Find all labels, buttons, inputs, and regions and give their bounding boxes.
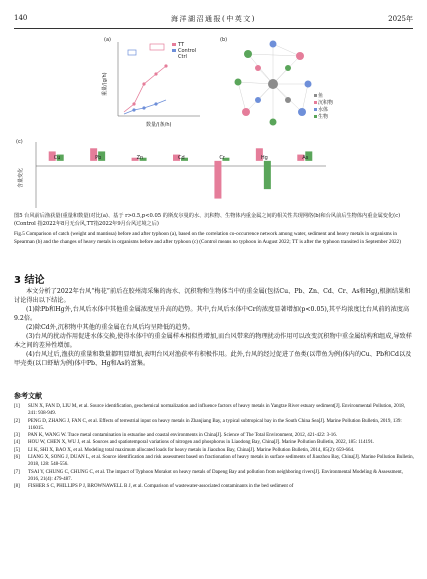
network-edge [238,82,246,112]
reference-text: SUN X, FAN D, LIU M, et al. Source identification, geochemical normalization and influence factors of heavy metals in Yangtze River estuary sediment[J]. Environmental Pollution, 2018, 241: 938-949. [28,404,406,417]
reference-number: [5] [14,447,20,453]
reference-item [14,483,414,490]
reference-number: [4] [14,440,20,446]
figure-panel-c [14,136,330,210]
reference-number: [6] [14,455,20,461]
network-node [296,52,304,60]
network-node [270,119,277,126]
reference-item [14,469,414,484]
legend-item-tt: TT [178,42,185,48]
network-node [242,108,250,116]
reference-text: LIANG X, SONG J, DUAN L, et al. Source identification and risk assessment based on fractionation of heavy metals in surface sediments of Jiaozhou Bay, China[J]. Marine Pollution Bulletin, 2018, 128: 548-556. [28,455,414,468]
reference-item [14,454,414,469]
legend-swatch-biota [314,115,317,118]
paragraph-1: 本文分析了2022年台风“梅花”前后在胶州湾采集的海水、沉积物和生物体当中的重金属(包括Cu、Pb、Zn、Cd、Cr、As和Hg),根据结果和讨论得出以下结论。 [14,288,411,304]
x-tick-label: Cr [219,154,225,161]
reference-text: HOU W, CHEN X, WU J, et al. Sources and spatiotemporal variations of nitrogen and phosphorus in Liaodong Bay, China[J]. Marine Pollution Bulletin, 2022, 185: 114191. [28,440,375,446]
journal-title: 海洋湖沼通报(中英文) [171,15,256,23]
figure-caption-zh: 图5 台风前后渔获量(重量和数量)对比(a)、基于 r>0.5,p<0.05 的斯皮尔曼的水、沉积物、生物体内重金属之间的相关性共现网络(b)和台风前后生物体内重金属变化(c)(Control 指2022年8月无台风,TT指2022年9月台风过境之后) [14,213,401,227]
network-node [235,79,242,86]
x-tick-label: Cd [178,154,185,161]
reference-text: PAN K, WANG W. Trace metal contamination in estuarine and coastal environments in China[J]. Science of The Total Environment, 2012, 421-422: 3-16. [28,433,337,439]
x-tick-label: As [302,154,309,161]
figure-panel-b [218,34,334,134]
figure-panel-a [100,34,210,130]
series-tt-line [124,66,166,112]
legend-item-control: Control [178,48,197,54]
legend-swatch-sediment [314,101,317,104]
network-node [255,65,261,71]
network-node [285,65,291,71]
reference-number: [1] [14,404,20,409]
reference-item [14,403,414,418]
legend-item-sediment: 沉积物 [318,100,334,106]
tt-point [164,64,167,67]
tt-point [142,82,145,85]
legend-swatch-water [314,108,317,111]
legend-item-water: 水体 [318,107,329,113]
panel-b-label: (b) [220,37,228,43]
reference-text: TSAI Y, CHUNG C, CHUNG C, et al. The impact of Typhoon Morakot on heavy metals of Dapeng Bay and pollution from neighboring rivers[J]. Environmental Modeling & Assessment, 2016, 21(4): 479-487. [28,469,403,482]
figure-caption-en: Fig.5 Comparison of catch (weight and mantissa) before and after typhoon (a), based on the correlation co-occurrence network among water, sediment and heavy metals in organisms in Spearman (b) and the changes of heavy metals in organisms before and after typhoon (c) (Control means no typhoon in August 2022; TT is after the typhoon transited in September 2022) [14,231,401,245]
legend-swatch-control [172,49,176,52]
references-title: 参考文献 [14,392,42,400]
panel-a-xlabel: 数量/(条/h) [146,122,172,128]
reference-item [14,418,414,433]
reference-number: [3] [14,433,20,439]
reference-text: LI K, SHI X, BAO X, et al. Modeling total maximum allocated loads for heavy metals in Jiaozhou Bay, China[J]. Marine Pollution Bulletin, 2014, 85(2): 659-664. [28,447,355,453]
network-node [305,81,312,88]
paragraph-2: (1)除Pb和Hg外,台风后水体中其他重金属浓度呈升高的趋势。其中,台风后水体中Cr的浓度显著增加(p<0.05),其平均浓度比台风前的浓度高9.2倍。 [14,306,410,322]
legend-item-biota: 生物 [318,114,329,120]
reference-text: PENG D, ZHANG J, FAN C, et al. Effects of terrestrial input on heavy metals in Zhanjiang Bay, a typical subtropical bay in the South China Sea[J]. Marine Pollution Bulletin, 2019, 139: 116015. [28,418,402,431]
network-node [255,97,261,103]
x-tick-label: Cu [53,154,61,161]
legend-item-fish: 鱼 [318,93,324,99]
reference-item [14,439,414,446]
bar-cr-s1 [214,161,221,199]
x-tick-label: Hg [260,154,268,161]
panel-a-ylabel: 重量/(g/h) [102,72,108,96]
network-node [244,50,252,58]
section-title: 3 结论 [14,275,45,286]
network-edge [248,54,300,56]
x-tick-label: Zn [136,154,144,161]
tt-point [132,102,135,105]
network-edge [273,44,300,56]
network-node [268,79,278,89]
header-rule [14,28,413,29]
paragraph-3: (2)除Cd外,沉积物中其他的重金属在台风后均呈降低的趋势。 [26,324,194,331]
network-edge [302,84,308,112]
panel-c-label: (c) [16,139,23,145]
legend-swatch-tt [172,43,176,46]
box-control [128,50,136,55]
control-point [132,108,135,111]
reference-number: [8] [14,484,20,490]
reference-number: [7] [14,469,20,475]
network-node [270,41,277,48]
network-node [285,97,291,103]
reference-item [14,432,414,439]
legend-swatch-fish [314,94,317,97]
panel-a-label: (a) [104,37,111,43]
legend-item-ctrl: Ctrl [178,54,187,60]
page-number: 140 [14,14,28,22]
paragraph-5: (4)台风过后,渔获的重量和数量都明显增加,表明台风对渔获率有积极作用。此外,台风的经过促进了鱼类(以带鱼为例)体内的Cu、Pb和Cd以及甲壳类(以口虾蛄为例)体中Pb、Hg和As的富集。 [14,351,412,367]
network-edge [238,82,273,84]
issue-year: 2025年 [388,15,413,23]
network-node [298,108,306,116]
x-tick-label: Pb [95,154,102,161]
reference-list [14,403,414,491]
reference-text: FISHER S C, PHILLIPS P J, BROWNAWELL B J, et al. Comparison of wastewater-associated contaminants in the bed sediment of [28,484,294,490]
box-tt [150,44,164,50]
control-point [154,102,157,105]
reference-item [14,447,414,454]
reference-number: [2] [14,418,20,424]
paragraph-4: (3)台风的扰动作用促进水体交换,使得水体中的重金属样本相似性增加,而台风带来的物理扰动作用可以改变沉积物中重金属结构和组成,导致样本之间的差异性增加。 [14,333,412,349]
running-header [14,14,413,26]
tt-point [154,72,157,75]
control-point [142,106,145,109]
panel-c-ylabel: 含量变化 [18,167,24,188]
bar-hg-s2 [264,161,271,189]
